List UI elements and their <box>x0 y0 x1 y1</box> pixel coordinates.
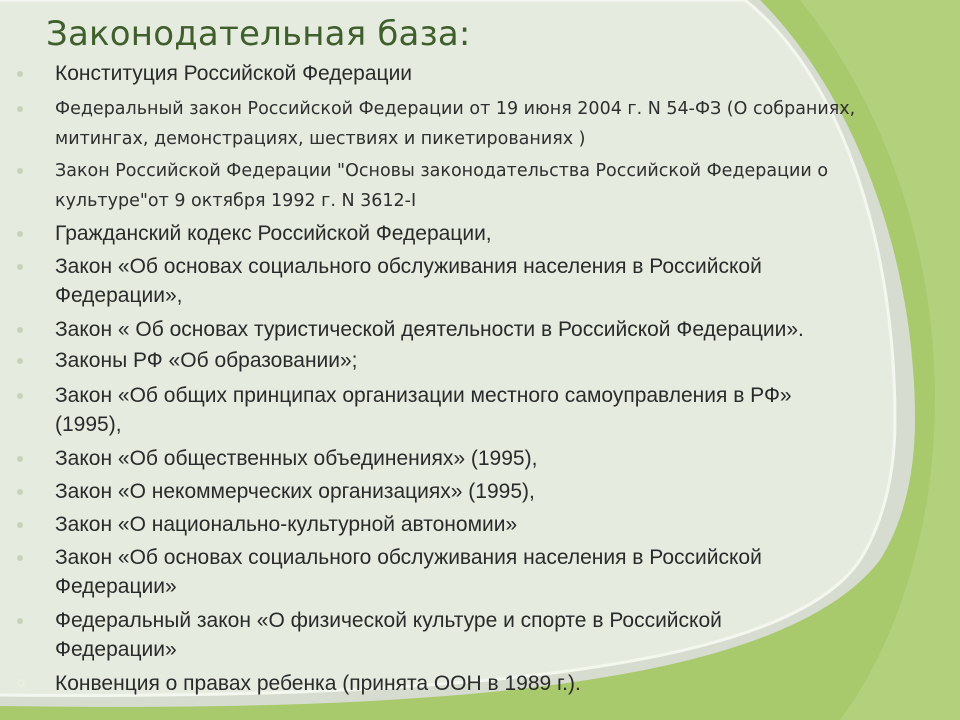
list-item-line: Конституция Российской Федерации <box>55 62 413 85</box>
list-item-line: митингах, демонстрациях, шествиях и пикетированиях ) <box>55 129 586 149</box>
list-item <box>55 381 905 439</box>
slide-title: Законодательная база: <box>46 14 471 54</box>
list-item-line: (1995), <box>55 413 122 436</box>
list-item <box>55 59 905 88</box>
bullet-icon <box>17 327 23 333</box>
list-item-line: Закон «О некоммерческих организациях» (1995), <box>55 480 535 503</box>
list-item-line: Закон «О национально-культурной автономии» <box>55 513 518 536</box>
list-item <box>55 315 905 344</box>
list-item-line: Закон « Об основах туристической деятельности в Российской Федерации». <box>55 318 804 341</box>
list-item-line: Федеральный закон «О физической культуре и спорте в Российской <box>55 609 722 632</box>
ring-bullet-icon <box>17 679 25 687</box>
list-item-line: Закон «Об основах социального обслуживания населения в Российской <box>55 255 762 278</box>
list-item-line: Конвенция о правах ребенка (принята ООН в 1989 г.). <box>55 672 581 695</box>
list-item-line: Федерации» <box>55 575 177 598</box>
bullet-icon <box>17 393 23 399</box>
list-item <box>55 543 905 601</box>
list-item-line: Федерации» <box>55 638 177 661</box>
list-item-line: Законы РФ «Об образовании»; <box>55 349 358 372</box>
bullet-icon <box>17 168 23 174</box>
list-item-line: культуре"от 9 октября 1992 г. N 3612-I <box>55 191 417 211</box>
bullet-icon <box>17 618 23 624</box>
list-item <box>55 156 905 216</box>
list-item-line: Закон «Об общественных объединениях» (1995), <box>55 447 538 470</box>
list-item <box>55 606 905 664</box>
list-item-line: Федеральный закон Российской Федерации от 19 июня 2004 г. N 54-ФЗ (О собраниях, <box>55 99 856 119</box>
bullet-icon <box>17 106 23 112</box>
list-item-line: Гражданский кодекс Российской Федерации, <box>55 222 492 245</box>
bullet-icon <box>17 231 23 237</box>
list-item <box>55 444 905 473</box>
list-item <box>55 219 905 248</box>
bullet-icon <box>17 489 23 495</box>
list-item <box>55 346 905 375</box>
bullet-icon <box>17 555 23 561</box>
bullet-icon <box>17 71 23 77</box>
list-item-line: Закон «Об основах социального обслуживания населения в Российской <box>55 546 762 569</box>
list-item <box>55 252 905 310</box>
bullet-icon <box>17 264 23 270</box>
list-item <box>55 510 905 539</box>
bullet-icon <box>17 522 23 528</box>
list-item-line: Закон «Об общих принципах организации местного самоуправления в РФ» <box>55 384 792 407</box>
list-item <box>55 669 905 698</box>
bullet-icon <box>17 456 23 462</box>
list-item-line: Закон Российской Федерации "Основы законодательства Российской Федерации о <box>55 161 829 181</box>
list-item-line: Федерации», <box>55 284 183 307</box>
bullet-icon <box>17 358 23 364</box>
list-item <box>55 94 905 154</box>
list-item <box>55 477 905 506</box>
